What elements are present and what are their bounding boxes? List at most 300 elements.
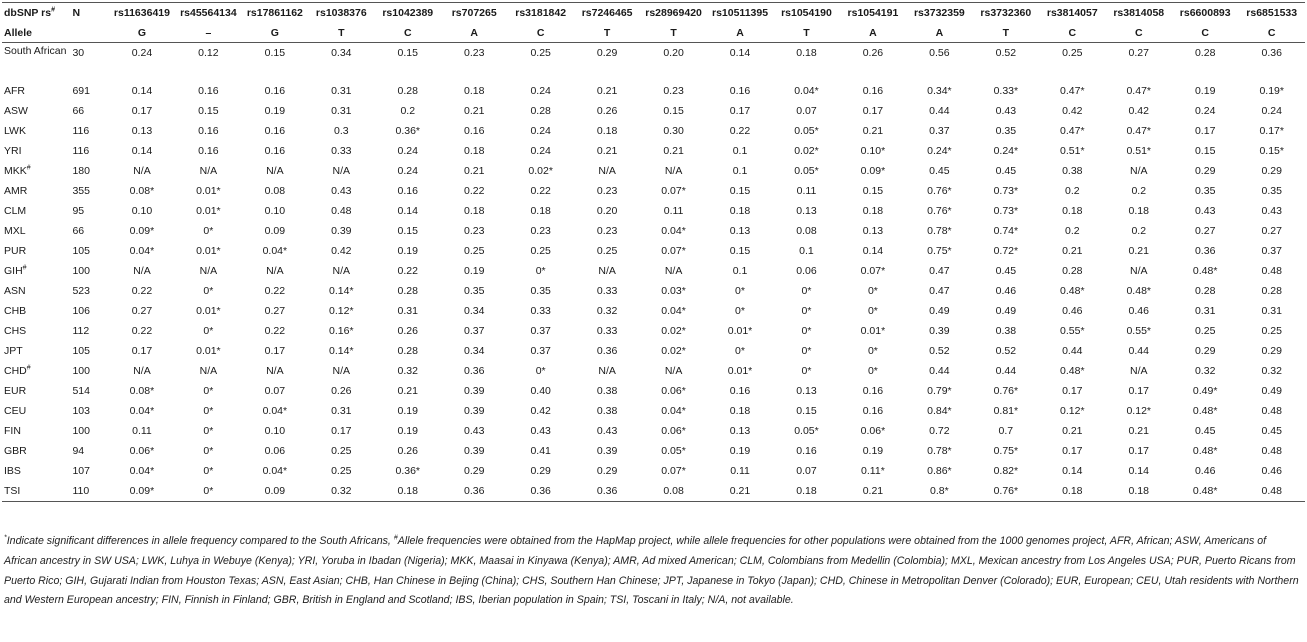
frequency-cell: 0.15 xyxy=(862,185,884,197)
frequency-cell: 0.15 xyxy=(1194,145,1216,157)
frequency-cell: 0.08* xyxy=(129,185,155,197)
frequency-cell: 0.04* xyxy=(262,245,288,257)
frequency-cell: 0.36 xyxy=(1194,245,1216,257)
frequency-cell: 0.47 xyxy=(929,265,950,277)
frequency-cell: 0.23 xyxy=(530,225,551,237)
frequency-cell: 0.16 xyxy=(862,85,884,97)
frequency-cell: 0.21 xyxy=(840,481,906,502)
frequency-cell: 0.13 xyxy=(796,205,817,217)
frequency-cell: 0.11 xyxy=(132,425,152,437)
frequency-cell: 0.29 xyxy=(1194,165,1216,177)
frequency-cell: 0.24* xyxy=(927,145,952,157)
frequency-cell: 0.04* xyxy=(262,405,288,417)
frequency-cell: 0.01* xyxy=(196,245,221,257)
frequency-cell: 0.51* xyxy=(1126,145,1151,157)
frequency-cell: N/A xyxy=(598,265,616,277)
frequency-cell: 0.44 xyxy=(1062,345,1083,357)
frequency-cell: 0.38 xyxy=(596,405,618,417)
frequency-cell: 0.19 xyxy=(264,105,286,117)
frequency-cell: 0.29 xyxy=(1261,345,1282,357)
frequency-cell: 0.16 xyxy=(729,85,751,97)
table-body xyxy=(2,43,1305,502)
footnote-part1: Indicate significant differences in allele frequency compared to the South Africans, xyxy=(6,535,394,547)
frequency-cell: 0.07* xyxy=(661,245,686,257)
frequency-cell: 0.75* xyxy=(993,445,1019,457)
frequency-cell: 0.29 xyxy=(596,465,618,477)
frequency-cell: 0.13 xyxy=(796,385,817,397)
frequency-cell: 0.14 xyxy=(729,47,751,59)
table-row xyxy=(2,281,1305,301)
frequency-cell: 0* xyxy=(203,285,214,297)
frequency-cell: 0.73* xyxy=(993,205,1019,217)
frequency-cell: 0* xyxy=(867,345,878,357)
frequency-cell: 0.15 xyxy=(729,245,751,257)
frequency-cell: 0.04* xyxy=(129,245,155,257)
frequency-cell: 0.44 xyxy=(929,365,950,377)
frequency-cell: 0.07* xyxy=(661,185,686,197)
frequency-cell: 0.39 xyxy=(331,225,352,237)
sample-size-cell: 180 xyxy=(72,165,90,177)
frequency-cell: 0.2 xyxy=(1131,185,1147,197)
frequency-cell: 0.02* xyxy=(661,345,686,357)
table-row xyxy=(2,241,1305,261)
frequency-cell: 0.03* xyxy=(661,285,686,297)
frequency-cell: 0.19 xyxy=(397,405,418,417)
frequency-cell: 0.25 xyxy=(1062,47,1083,59)
frequency-cell: 0.38 xyxy=(596,385,618,397)
frequency-cell: 0.39 xyxy=(463,405,485,417)
frequency-cell: 0.25 xyxy=(1194,325,1216,337)
frequency-cell: 0.06 xyxy=(264,445,286,457)
frequency-cell: N/A xyxy=(266,265,284,277)
sample-size-cell: 110 xyxy=(68,481,108,502)
frequency-cell: 0.17 xyxy=(131,345,153,357)
frequency-cell: 0.32 xyxy=(1261,365,1282,377)
header-allele-value: T xyxy=(308,23,374,43)
frequency-cell: 0.46 xyxy=(1062,305,1083,317)
frequency-cell: N/A xyxy=(332,265,351,277)
frequency-cell: 0.02* xyxy=(794,145,819,157)
population-cell xyxy=(2,241,68,261)
sample-size-cell: 66 xyxy=(72,225,85,237)
frequency-cell: 0.33 xyxy=(331,145,352,157)
frequency-cell: 0.10* xyxy=(860,145,886,157)
frequency-cell: 0.48 xyxy=(331,205,352,217)
population-name: FIN xyxy=(4,425,21,437)
table-row xyxy=(2,441,1305,461)
frequency-cell: 0.14 xyxy=(397,205,418,217)
frequency-cell: 0.20 xyxy=(596,205,618,217)
population-cell xyxy=(2,161,68,181)
header-snp: rs3814057 xyxy=(1039,3,1105,24)
population-cell xyxy=(2,481,68,502)
population-mark: # xyxy=(22,264,27,272)
frequency-cell: 0.18 xyxy=(1039,481,1105,502)
frequency-cell: 0.09* xyxy=(860,165,886,177)
table-row xyxy=(2,321,1305,341)
frequency-cell: 0.42 xyxy=(530,405,551,417)
frequency-cell: 0.43 xyxy=(596,425,618,437)
frequency-cell: 0.29 xyxy=(1261,165,1282,177)
frequency-cell: 0.49 xyxy=(995,305,1017,317)
frequency-cell: 0.31 xyxy=(331,85,352,97)
frequency-cell: 0.09 xyxy=(242,481,308,502)
population-cell xyxy=(2,441,68,461)
table-row xyxy=(2,401,1305,421)
frequency-cell: 0.73* xyxy=(993,185,1019,197)
frequency-cell: 0.72 xyxy=(929,425,950,437)
frequency-cell: 0.08* xyxy=(129,385,155,397)
frequency-cell: 0.21 xyxy=(1062,245,1083,257)
sample-size-cell: 105 xyxy=(72,245,90,257)
frequency-cell: 0.19* xyxy=(1259,85,1284,97)
frequency-cell: 0.24 xyxy=(397,145,418,157)
frequency-cell: 0.33* xyxy=(993,85,1019,97)
frequency-cell: 0.29 xyxy=(1194,345,1216,357)
frequency-cell: 0.22 xyxy=(530,185,551,197)
population-cell xyxy=(2,261,68,281)
allele-frequency-table-container xyxy=(2,2,1305,502)
frequency-cell: 0.05* xyxy=(794,125,819,137)
population-name: CHS xyxy=(4,325,27,337)
frequency-cell: 0.16* xyxy=(329,325,354,337)
frequency-cell: 0* xyxy=(203,385,214,397)
frequency-cell: N/A xyxy=(598,165,616,177)
frequency-cell: 0.31 xyxy=(397,305,418,317)
frequency-cell: 0* xyxy=(867,305,878,317)
frequency-cell: 0.40 xyxy=(530,385,551,397)
header-allele-value: C xyxy=(1172,23,1238,43)
frequency-cell: 0.27 xyxy=(131,305,153,317)
frequency-cell: 0.25 xyxy=(331,445,352,457)
frequency-cell: 0.18 xyxy=(862,205,884,217)
header-allele-value: T xyxy=(574,23,640,43)
table-row xyxy=(2,141,1305,161)
sample-size-cell: 105 xyxy=(72,345,90,357)
frequency-cell: 0.24 xyxy=(1194,105,1216,117)
frequency-cell: N/A xyxy=(1129,265,1148,277)
frequency-cell: 0.36 xyxy=(1261,47,1282,59)
frequency-cell: 0.28 xyxy=(397,85,418,97)
frequency-cell: 0.74* xyxy=(993,225,1019,237)
header-snp: rs28969420 xyxy=(640,3,706,24)
population-name: CHD xyxy=(4,365,27,377)
frequency-cell: 0.02* xyxy=(528,165,553,177)
frequency-cell: 0.16 xyxy=(264,145,286,157)
frequency-cell: 0.49* xyxy=(1192,385,1218,397)
frequency-cell: 0.15 xyxy=(796,405,817,417)
frequency-cell: 0.01* xyxy=(196,305,221,317)
frequency-cell: 0.31 xyxy=(1194,305,1216,317)
footnote-star-mark: * xyxy=(4,534,7,542)
frequency-cell: 0.02* xyxy=(661,325,686,337)
sample-size-cell: 66 xyxy=(72,105,85,117)
frequency-cell: 0.76* xyxy=(927,185,952,197)
frequency-cell: 0.14 xyxy=(131,85,153,97)
frequency-cell: 0.75* xyxy=(927,245,952,257)
sample-size-cell: 100 xyxy=(72,365,90,377)
frequency-cell: 0.32 xyxy=(1194,365,1216,377)
frequency-cell: 0.21 xyxy=(862,125,884,137)
frequency-cell: 0.14* xyxy=(329,345,354,357)
header-snp: rs6851533 xyxy=(1238,3,1305,24)
population-cell xyxy=(2,301,68,321)
frequency-cell: 0* xyxy=(203,465,214,477)
population-cell xyxy=(2,361,68,381)
header-dbsnp xyxy=(2,3,68,24)
population-name: CHB xyxy=(4,305,27,317)
frequency-cell: 0.16 xyxy=(264,125,286,137)
frequency-cell: 0.09 xyxy=(264,225,286,237)
header-allele-value: G xyxy=(242,23,308,43)
population-cell xyxy=(2,381,68,401)
frequency-cell: 0.32 xyxy=(596,305,618,317)
frequency-cell: 0* xyxy=(735,285,745,297)
population-name: ASW xyxy=(4,105,28,117)
population-cell xyxy=(2,181,68,201)
frequency-cell: 0.43 xyxy=(463,425,485,437)
frequency-cell: 0.16 xyxy=(862,405,884,417)
frequency-cell: N/A xyxy=(133,265,151,277)
sample-size-cell: 94 xyxy=(72,445,85,457)
frequency-cell: 0.10 xyxy=(264,205,286,217)
frequency-cell: 0.46 xyxy=(1194,465,1216,477)
population-cell xyxy=(2,201,68,221)
frequency-cell: 0.41 xyxy=(530,445,551,457)
frequency-cell: 0.19 xyxy=(1194,85,1216,97)
frequency-cell: 0.44 xyxy=(1128,345,1149,357)
population-name: AFR xyxy=(4,85,25,97)
sample-size-cell: 112 xyxy=(72,325,90,337)
header-allele-value: A xyxy=(906,23,972,43)
frequency-cell: 0.36 xyxy=(574,481,640,502)
frequency-cell: 0.39 xyxy=(596,445,618,457)
table-row xyxy=(2,121,1305,141)
frequency-cell: 0.16 xyxy=(198,145,219,157)
frequency-cell: 0.12* xyxy=(1060,405,1085,417)
frequency-cell: 0.48* xyxy=(1192,265,1218,277)
frequency-cell: 0.72* xyxy=(993,245,1019,257)
frequency-cell: 0.36 xyxy=(596,345,618,357)
frequency-cell: 0.16 xyxy=(397,185,418,197)
table-row xyxy=(2,201,1305,221)
frequency-cell: 0.24 xyxy=(1261,105,1282,117)
frequency-cell: 0.43 xyxy=(1194,205,1216,217)
frequency-cell: 0.15 xyxy=(729,185,751,197)
sample-size-cell: 691 xyxy=(72,85,90,97)
header-snp: rs1054191 xyxy=(840,3,906,24)
frequency-cell: 0.18 xyxy=(463,205,485,217)
frequency-cell: 0.32 xyxy=(397,365,418,377)
frequency-cell: 0.1 xyxy=(732,265,748,277)
frequency-cell: 0.16 xyxy=(264,85,286,97)
frequency-cell: 0.81* xyxy=(993,405,1019,417)
population-cell xyxy=(2,141,68,161)
table-row xyxy=(2,101,1305,121)
frequency-cell: 0.22 xyxy=(397,265,418,277)
frequency-cell: 0.17 xyxy=(1194,125,1216,137)
frequency-cell: 0.43 xyxy=(331,185,352,197)
header-snp: rs1042389 xyxy=(375,3,441,24)
header-allele-n-blank xyxy=(68,23,108,43)
frequency-cell: 0.21 xyxy=(1128,245,1149,257)
frequency-cell: 0.15 xyxy=(198,105,219,117)
frequency-cell: 0.18 xyxy=(796,47,817,59)
frequency-cell: 0.2 xyxy=(1131,225,1147,237)
frequency-cell: 0.04* xyxy=(129,465,155,477)
frequency-cell: 0.28 xyxy=(1261,285,1282,297)
frequency-cell: 0.16 xyxy=(729,385,751,397)
frequency-cell: 0.04* xyxy=(661,305,686,317)
frequency-cell: 0.26 xyxy=(331,385,352,397)
frequency-cell: 0.05* xyxy=(794,165,819,177)
frequency-cell: 0.47* xyxy=(1126,85,1151,97)
frequency-cell: 0.33 xyxy=(530,305,551,317)
table-footnote xyxy=(4,532,1300,611)
population-name: MXL xyxy=(4,225,26,237)
header-row-snp xyxy=(2,3,1305,24)
table-row xyxy=(2,221,1305,241)
frequency-cell: 0* xyxy=(203,225,214,237)
frequency-cell: 0* xyxy=(801,305,812,317)
frequency-cell: 0.13 xyxy=(131,125,153,137)
frequency-cell: 0.22 xyxy=(463,185,485,197)
frequency-cell: 0.18 xyxy=(729,205,751,217)
frequency-cell: 0.17 xyxy=(729,105,751,117)
header-snp: rs6600893 xyxy=(1172,3,1238,24)
frequency-cell: 0.01* xyxy=(727,365,753,377)
frequency-cell: 0.36* xyxy=(395,465,421,477)
frequency-cell: 0.18 xyxy=(773,481,839,502)
frequency-cell: 0.04* xyxy=(661,405,686,417)
frequency-cell: 0.21 xyxy=(463,165,485,177)
frequency-cell: 0.55* xyxy=(1126,325,1151,337)
frequency-cell: 0* xyxy=(801,345,812,357)
frequency-cell: 0.36 xyxy=(507,481,573,502)
frequency-cell: 0.35 xyxy=(995,125,1017,137)
frequency-cell: 0.33 xyxy=(596,325,618,337)
frequency-cell: 0* xyxy=(175,481,241,502)
frequency-cell: 0.45 xyxy=(995,265,1017,277)
header-allele-value: T xyxy=(973,23,1039,43)
frequency-cell: 0.36* xyxy=(395,125,421,137)
frequency-cell: 0.17* xyxy=(1259,125,1284,137)
frequency-cell: 0.08 xyxy=(640,481,706,502)
frequency-cell: 0.78* xyxy=(927,445,952,457)
table-row xyxy=(2,481,1305,502)
frequency-cell: 0.10 xyxy=(264,425,286,437)
frequency-cell: 0* xyxy=(801,285,812,297)
frequency-cell: 0.43 xyxy=(1261,205,1282,217)
frequency-cell: 0.8* xyxy=(906,481,972,502)
frequency-cell: 0.28 xyxy=(530,105,551,117)
frequency-cell: 0.79* xyxy=(927,385,952,397)
frequency-cell: N/A xyxy=(664,165,683,177)
frequency-cell: 0.35 xyxy=(530,285,551,297)
frequency-cell: 0.24 xyxy=(530,125,551,137)
frequency-cell: 0.25 xyxy=(530,245,551,257)
frequency-cell: 0.28 xyxy=(397,285,418,297)
frequency-cell: 0.25 xyxy=(1261,325,1282,337)
frequency-cell: 0.21 xyxy=(1062,425,1083,437)
frequency-cell: 0.47* xyxy=(1060,125,1085,137)
frequency-cell: 0.48* xyxy=(1060,285,1085,297)
header-allele-value: T xyxy=(773,23,839,43)
header-allele-value: A xyxy=(441,23,507,43)
population-cell xyxy=(2,121,68,141)
population-cell xyxy=(2,81,68,101)
table-row xyxy=(2,361,1305,381)
population-cell xyxy=(2,421,68,441)
frequency-cell: N/A xyxy=(332,165,351,177)
frequency-cell: 0.45 xyxy=(1194,425,1216,437)
frequency-cell: 0.05* xyxy=(661,445,686,457)
frequency-cell: 0.49 xyxy=(929,305,950,317)
header-n: N xyxy=(68,3,108,24)
frequency-cell: 0.21 xyxy=(463,105,485,117)
frequency-cell: 0.52 xyxy=(995,345,1017,357)
header-dbsnp-label: dbSNP rs xyxy=(4,7,52,19)
header-snp: rs3732359 xyxy=(906,3,972,24)
frequency-cell: 0.1 xyxy=(732,145,748,157)
population-name: EUR xyxy=(4,385,27,397)
frequency-cell: 0.45 xyxy=(1261,425,1282,437)
frequency-cell: 0.18 xyxy=(1106,481,1172,502)
frequency-cell: N/A xyxy=(664,265,683,277)
frequency-cell: 0.11 xyxy=(663,205,684,217)
frequency-cell: 0.31 xyxy=(331,105,352,117)
frequency-cell: 0.48 xyxy=(1261,405,1282,417)
frequency-cell: 0.01* xyxy=(860,325,886,337)
header-allele-value: C xyxy=(1039,23,1105,43)
frequency-cell: 0.15 xyxy=(264,47,286,59)
frequency-cell: 0.24 xyxy=(131,47,153,59)
footnote-part2: Allele frequencies were obtained from the HapMap project, while allele frequencies for other populations were obtained from the 1000 genomes project, AFR, African; ASW, Americans of African ancestry in SW USA; LWK, Luhya in Webuye (Kenya); YRI, Yoruba in Ibadan (Nigeria); MKK, Maasai in Kinyawa (Kenya); AMR, Ad mixed American; CLM, Colombians from Medellin (Colombia); MXL, Mexican ancestry from Los Angeles USA; PUR, Puerto Ricans from Puerto Rico; GIH, Gujarati Indian from Houston Texas; ASN, East Asian; CHB, Han Chinese in Bejing (China); CHS, Southern Han Chinese; JPT, Japanese in Tokyo (Japan); CHD, Chinese in Metropolitan Denver (Colorado); EUR, European; CEU, Utah residents with Northern and Western European ancestry; FIN, Finnish in Finland; GBR, British in England and Scotland; IBS, Iberian population in Spain; TSI, Toscani in Italy; N/A, not available. xyxy=(4,535,1299,607)
frequency-cell: 0.19 xyxy=(463,265,485,277)
frequency-cell: 0.47* xyxy=(1126,125,1151,137)
sample-size-cell: 106 xyxy=(72,305,90,317)
frequency-cell: 0.76* xyxy=(973,481,1039,502)
frequency-cell: 0.13 xyxy=(729,425,751,437)
frequency-cell: 0* xyxy=(867,365,878,377)
frequency-cell: 0.3 xyxy=(334,125,349,137)
population-name: ASN xyxy=(4,285,26,297)
frequency-cell: 0.47* xyxy=(1060,85,1085,97)
sample-size-cell: 100 xyxy=(72,265,90,277)
frequency-cell: 0.2 xyxy=(1064,185,1080,197)
frequency-cell: N/A xyxy=(199,265,218,277)
header-snp: rs3732360 xyxy=(973,3,1039,24)
footnote-hash-mark: # xyxy=(393,534,398,542)
population-name: IBS xyxy=(4,465,21,477)
sample-size-cell: 523 xyxy=(72,285,90,297)
frequency-cell: 0.16 xyxy=(796,445,817,457)
frequency-cell: 0.82* xyxy=(993,465,1019,477)
header-snp: rs10511395 xyxy=(707,3,773,24)
frequency-cell: 0.22 xyxy=(131,325,153,337)
frequency-cell: 0.11 xyxy=(730,465,750,477)
frequency-cell: 0.25 xyxy=(530,47,551,59)
frequency-cell: 0.49 xyxy=(1261,385,1282,397)
frequency-cell: 0.25 xyxy=(596,245,618,257)
frequency-cell: 0.37 xyxy=(463,325,485,337)
table-row xyxy=(2,421,1305,441)
frequency-cell: 0.34 xyxy=(463,345,485,357)
frequency-cell: 0.18 xyxy=(375,481,441,502)
population-name: MKK xyxy=(4,165,27,177)
frequency-cell: 0.35 xyxy=(1194,185,1216,197)
frequency-cell: 0.22 xyxy=(729,125,751,137)
